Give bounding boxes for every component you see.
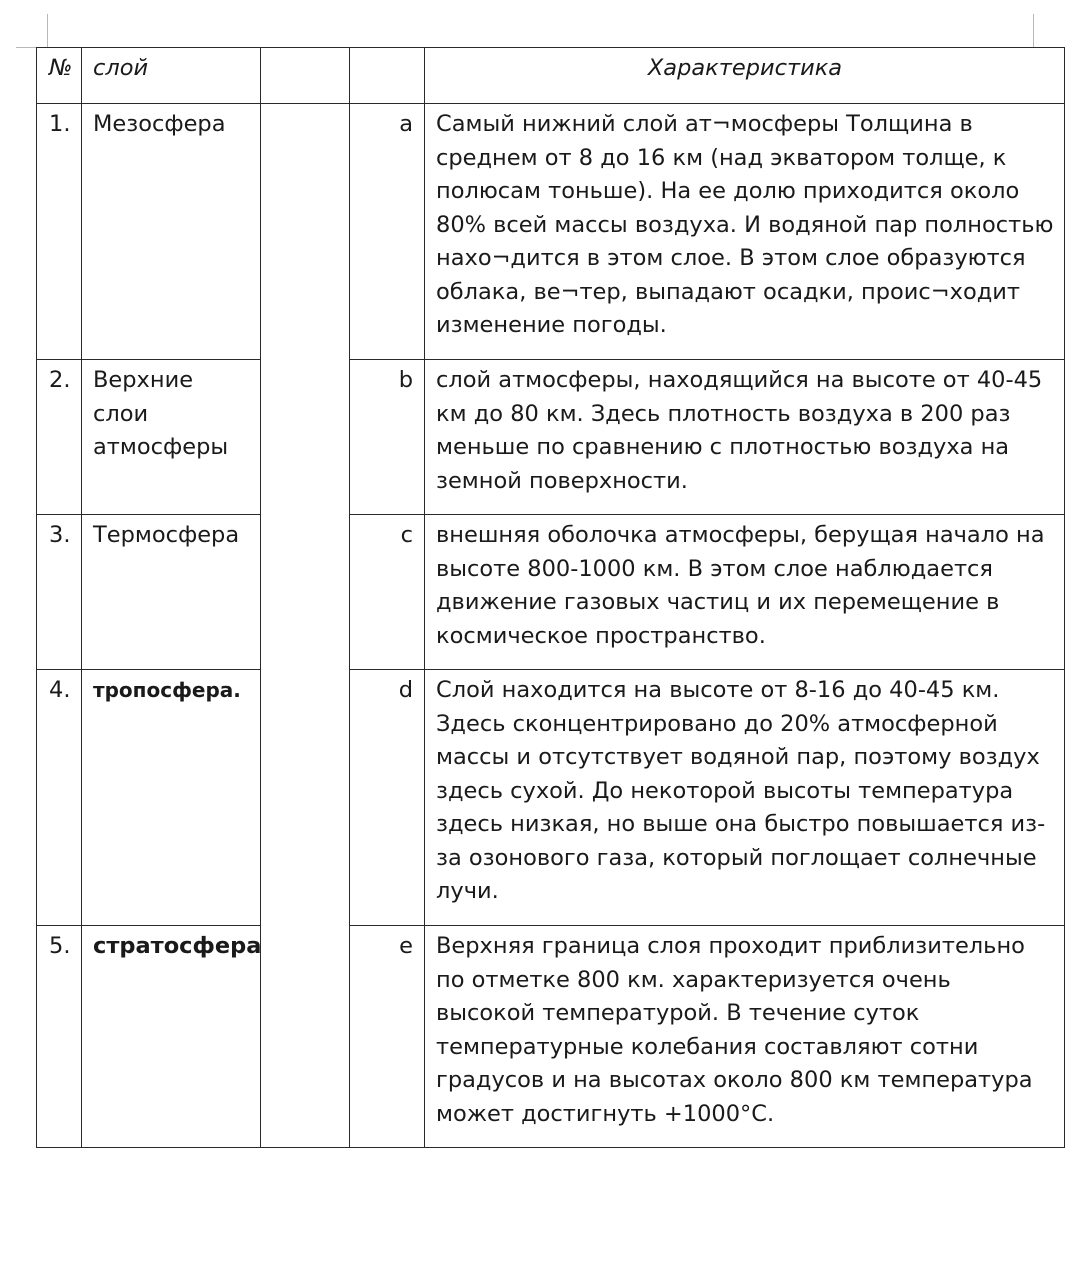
row-number: 5. [37,926,82,1148]
layer-description: Слой находится на высоте от 8-16 до 40-45 км. Здесь сконцентрировано до 20% атмосферной массы и отсутствует водяной пар, поэтому воздух здесь сухой. До некоторой высоты температура здесь низкая, но выше она быстро повышается из-за озонового газа, который поглощает солнечные лучи. [425,670,1065,926]
header-description: Характеристика [425,48,1065,104]
table-row [37,670,1065,926]
crop-mark-top-right-vertical [1033,14,1034,48]
layer-description: Верхняя граница слоя проходит приблизительно по отметке 800 км. характеризуется очень высокой температурой. В течение суток температурные колебания составляют сотни градусов и на высотах около 800 км температура может достигнуть +1000°С. [425,926,1065,1148]
table-row [37,515,1065,670]
option-letter: d [350,670,425,926]
crop-mark-top-left-vertical [47,14,48,48]
layer-name: Термосфера [82,515,261,670]
layer-description: внешняя оболочка атмосферы, берущая начало на высоте 800-1000 км. В этом слое наблюдается движение газовых частиц и их перемещение в космическое пространство. [425,515,1065,670]
row-number: 1. [37,104,82,360]
option-letter: a [350,104,425,360]
option-letter: e [350,926,425,1148]
table-header-row [37,48,1065,104]
layer-name: тропосфера. [93,678,241,702]
table-row [37,360,1065,515]
atmosphere-layers-table [36,47,1065,1148]
option-letter: c [350,515,425,670]
table-row [37,104,1065,360]
table-row [37,926,1065,1148]
row-number: 4. [37,670,82,926]
layer-description: Самый нижний слой ат¬мосферы Толщина в среднем от 8 до 16 км (над экватором толще, к полюсам тоньше). На ее долю приходится около 80% всей массы воздуха. И водяной пар полностью нахо¬дится в этом слое. В этом слое образуются облака, ве¬тер, выпадают осадки, проис¬ходит изменение погоды. [425,104,1065,360]
layer-name-cell [82,670,261,926]
header-letter-cell [350,48,425,104]
header-blank-cell [261,48,350,104]
header-number: № [37,48,82,104]
answer-blank-column [261,104,350,1148]
layer-name: Мезосфера [82,104,261,360]
layer-description: слой атмосферы, находящийся на высоте от 40-45 км до 80 км. Здесь плотность воздуха в 200 раз меньше по сравнению с плотностью воздуха на земной поверхности. [425,360,1065,515]
layer-name: Верхние слои атмосферы [82,360,261,515]
option-letter: b [350,360,425,515]
header-layer: слой [82,48,261,104]
row-number: 3. [37,515,82,670]
layer-name: стратосфера [93,933,262,959]
layer-name-cell [82,926,261,1148]
row-number: 2. [37,360,82,515]
